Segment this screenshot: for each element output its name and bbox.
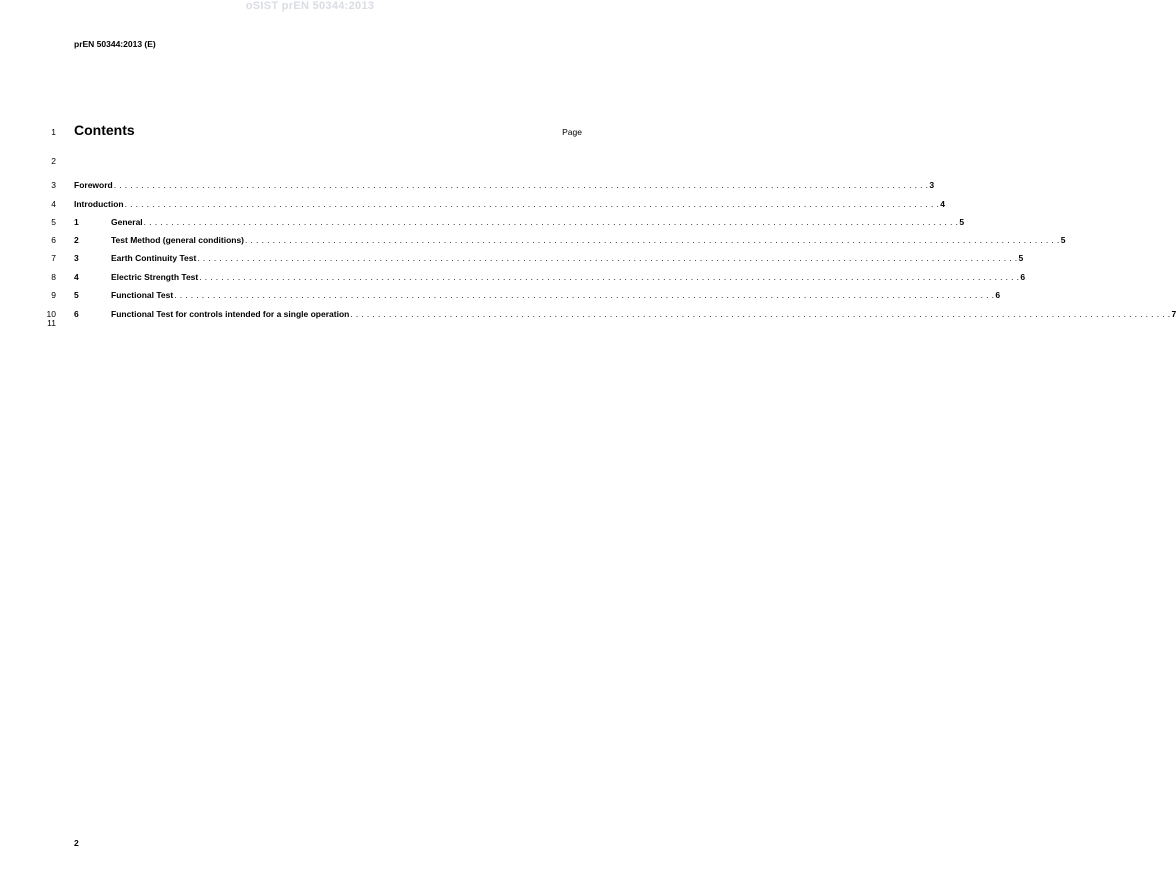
line-number: 2 xyxy=(51,156,56,166)
toc-section-number: 2 xyxy=(74,235,79,245)
line-number: 3 xyxy=(51,180,56,190)
line-number: 10 xyxy=(46,309,56,319)
line-number: 11 xyxy=(47,318,56,328)
toc-leader-dots: . . . . . . . . . . . . . . . . . . . . . . . . . . . . . . . . . . . . . . . . . . . . . . . . . . . . . . . . . . . . . . . . . . . . . . . . . . . . . . . . . . . . . . . . . . . . . . . . . . . . . . . . . . . . . . . . . . . . . . . . . . . . . . . . . . . . . . . . . . . . . . . . . . . . . xyxy=(350,309,1171,319)
toc-entry-functional-test-single-operation[interactable] xyxy=(74,308,1176,320)
toc-leader-dots: . . . . . . . . . . . . . . . . . . . . . . . . . . . . . . . . . . . . . . . . . . . . . . . . . . . . . . . . . . . . . . . . . . . . . . . . . . . . . . . . . . . . . . . . . . . . . . . . . . . . . . . . . . . . . . . . . . . . . . . . . . . . . . . . . . . . . . . . . . . . . . . . . . . . xyxy=(245,235,1060,245)
toc-title: Electric Strength Test xyxy=(111,272,199,282)
toc-entry-general[interactable] xyxy=(74,216,965,228)
toc-title: Earth Continuity Test xyxy=(111,253,197,263)
line-number: 4 xyxy=(51,199,56,209)
toc-section-number: 3 xyxy=(74,253,79,263)
toc-leader-dots: . . . . . . . . . . . . . . . . . . . . . . . . . . . . . . . . . . . . . . . . . . . . . . . . . . . . . . . . . . . . . . . . . . . . . . . . . . . . . . . . . . . . . . . . . . . . . . . . . . . . . . . . . . . . . . . . . . . . . . . . . . . . . . . . . . . . . . . . . . . . . . . . . . . . . xyxy=(174,290,995,300)
watermark: oSIST prEN 50344:2013 xyxy=(245,0,375,12)
footer-page-number: 2 xyxy=(74,838,79,848)
toc-entry-foreword[interactable] xyxy=(74,179,935,191)
toc-title: Functional Test for controls intended for a single operation xyxy=(111,309,350,319)
toc-entry-introduction[interactable] xyxy=(74,198,945,210)
toc-section-number: 1 xyxy=(74,217,79,227)
toc-page-number: 5 xyxy=(1060,235,1066,245)
toc-page-number: 5 xyxy=(1018,253,1024,263)
line-number: 7 xyxy=(51,253,56,263)
line-number: 6 xyxy=(51,235,56,245)
toc-title: Foreword xyxy=(74,180,113,190)
toc-page-number: 3 xyxy=(929,180,935,190)
toc-leader-dots: . . . . . . . . . . . . . . . . . . . . . . . . . . . . . . . . . . . . . . . . . . . . . . . . . . . . . . . . . . . . . . . . . . . . . . . . . . . . . . . . . . . . . . . . . . . . . . . . . . . . . . . . . . . . . . . . . . . . . . . . . . . . . . . . . . . . . . . . . . . . . . . . . . . . . xyxy=(199,272,1020,282)
line-number: 1 xyxy=(51,127,56,137)
toc-title: Introduction xyxy=(74,199,124,209)
page-column-label: Page xyxy=(562,127,582,137)
toc-page-number: 5 xyxy=(959,217,965,227)
toc-page-number: 4 xyxy=(940,199,945,209)
toc-title: General xyxy=(111,217,143,227)
toc-title: Test Method (general conditions) xyxy=(111,235,245,245)
toc-section-number: 4 xyxy=(74,272,79,282)
line-number: 8 xyxy=(51,272,56,282)
document-id: prEN 50344:2013 (E) xyxy=(74,39,156,49)
toc-page-number: 6 xyxy=(1020,272,1026,282)
toc-title: Functional Test xyxy=(111,290,174,300)
contents-heading: Contents xyxy=(74,122,135,138)
toc-leader-dots: . . . . . . . . . . . . . . . . . . . . . . . . . . . . . . . . . . . . . . . . . . . . . . . . . . . . . . . . . . . . . . . . . . . . . . . . . . . . . . . . . . . . . . . . . . . . . . . . . . . . . . . . . . . . . . . . . . . . . . . . . . . . . . . . . . . . . . . . . . . . . . . . . . . . xyxy=(143,217,959,227)
toc-page-number: 7 xyxy=(1171,309,1176,319)
toc-section-number: 5 xyxy=(74,290,79,300)
line-number: 9 xyxy=(51,290,56,300)
toc-entry-test-method[interactable] xyxy=(74,234,1066,246)
toc-page-number: 6 xyxy=(995,290,1001,300)
toc-leader-dots: . . . . . . . . . . . . . . . . . . . . . . . . . . . . . . . . . . . . . . . . . . . . . . . . . . . . . . . . . . . . . . . . . . . . . . . . . . . . . . . . . . . . . . . . . . . . . . . . . . . . . . . . . . . . . . . . . . . . . . . . . . . . . . . . . . . . . . . . . . . . . . . . . . . . . xyxy=(197,253,1018,263)
toc-leader-dots: . . . . . . . . . . . . . . . . . . . . . . . . . . . . . . . . . . . . . . . . . . . . . . . . . . . . . . . . . . . . . . . . . . . . . . . . . . . . . . . . . . . . . . . . . . . . . . . . . . . . . . . . . . . . . . . . . . . . . . . . . . . . . . . . . . . . . . . . . . . . . . . . . . . . xyxy=(113,180,929,190)
toc-section-number: 6 xyxy=(74,309,79,319)
toc-leader-dots: . . . . . . . . . . . . . . . . . . . . . . . . . . . . . . . . . . . . . . . . . . . . . . . . . . . . . . . . . . . . . . . . . . . . . . . . . . . . . . . . . . . . . . . . . . . . . . . . . . . . . . . . . . . . . . . . . . . . . . . . . . . . . . . . . . . . . . . . . . . . . . . . . . . . xyxy=(124,199,940,209)
line-number: 5 xyxy=(51,217,56,227)
toc-entry-functional-test[interactable] xyxy=(74,289,1001,301)
toc-entry-earth-continuity[interactable] xyxy=(74,252,1024,264)
toc-entry-electric-strength[interactable] xyxy=(74,271,1026,283)
